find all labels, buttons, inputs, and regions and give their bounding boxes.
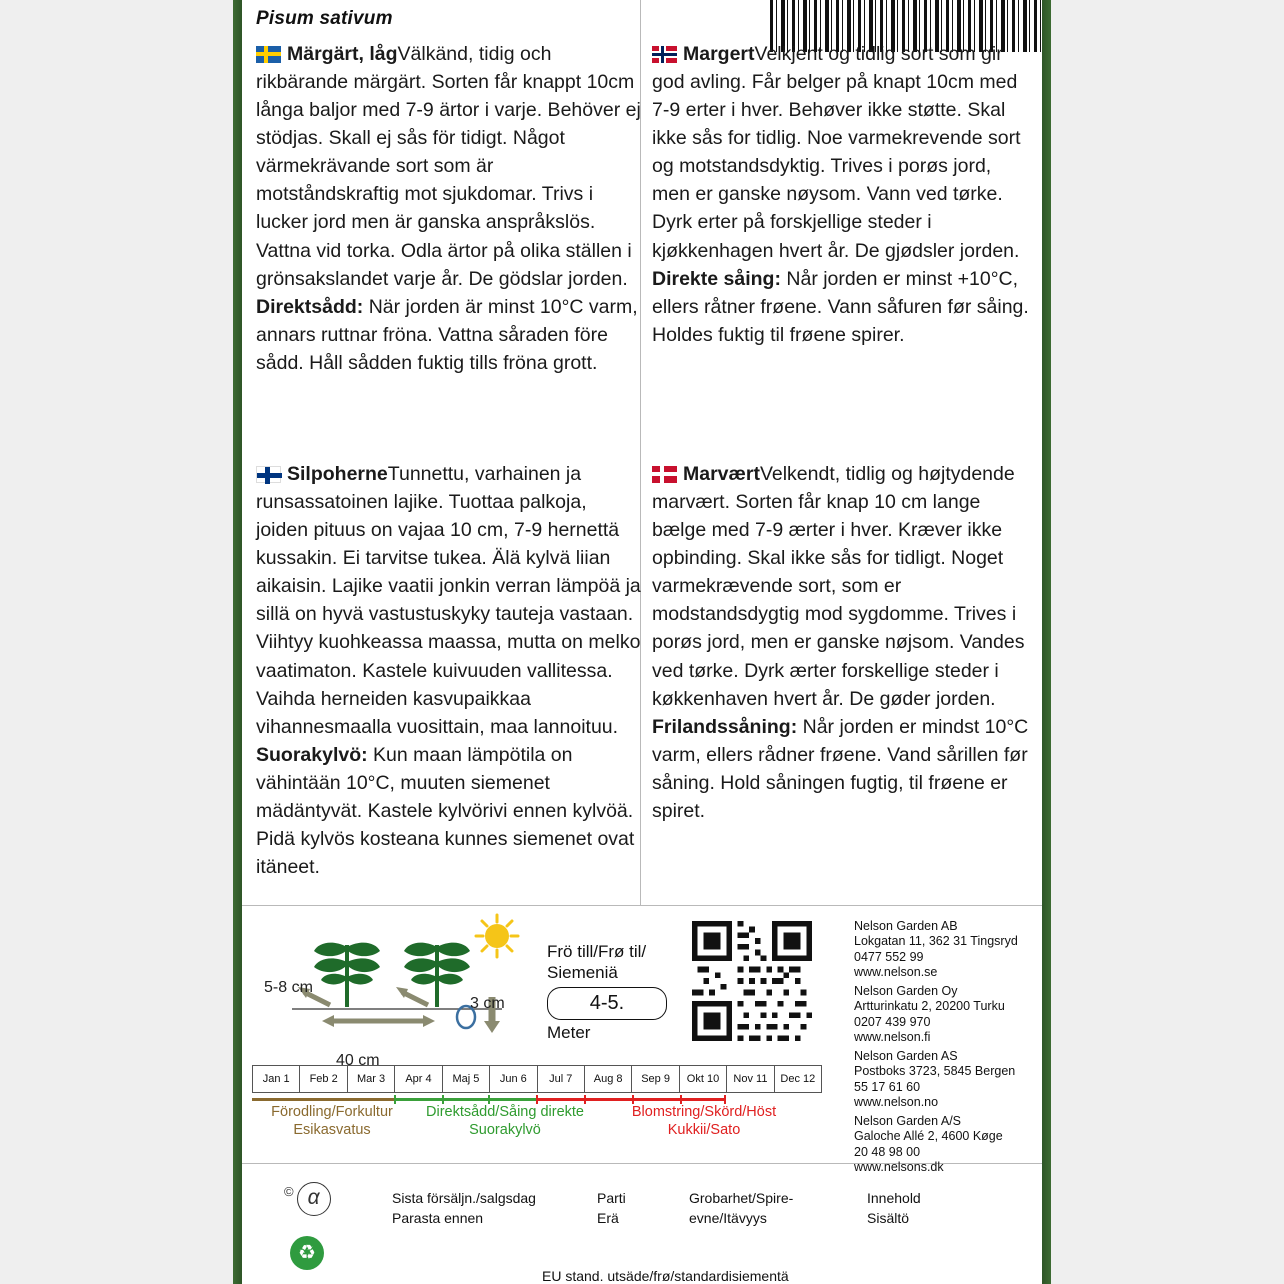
sweden-flag-icon xyxy=(256,46,281,63)
variety-title-swedish: Märgärt, låg xyxy=(287,43,398,65)
description-swedish xyxy=(256,40,641,377)
variety-title-danish: Marvært xyxy=(683,463,760,485)
seed-quantity-amount: 4-5. xyxy=(547,987,667,1020)
footer-sellby-line2: Parasta ennen xyxy=(392,1210,484,1227)
description-text-finnish: Tunnettu, varhainen ja runsassatoinen lajike. Tuottaa palkoja, joiden pituus on vajaa 10 cm, 7-9 hernettä kussakin. Ei tarvitse tukea. Älä kylvä liian aikaisin. Lajike vaatii jonkin verran lämpöä ja sillä on hyvä vastustuskyky tauteja vastaan. Viihtyy kuohkeassa maassa, mutta on melko vaatimaton. Kastele kuivuuden vallitessa. Vaihda herneiden kasvupaikkaa vihannesmaalla vuosittain, maa lannoituu. xyxy=(256,463,641,738)
footer-column-content xyxy=(867,1188,921,1229)
row-distance-label: 40 cm xyxy=(336,1052,380,1069)
month-cell: Sep 9 xyxy=(632,1066,679,1092)
recycle-icon: ♻ xyxy=(290,1236,324,1270)
month-cell: Nov 11 xyxy=(727,1066,774,1092)
sowing-label-swedish: Direktsådd: xyxy=(256,295,364,318)
footer-panel xyxy=(242,1164,1042,1284)
alpha-symbol: α xyxy=(297,1182,331,1216)
company-1-web: www.nelson.fi xyxy=(854,1029,931,1044)
company-3-phone: 20 48 98 00 xyxy=(854,1144,921,1159)
company-3-address: Galoche Allé 2, 4600 Køge xyxy=(854,1129,1003,1144)
company-3-web: www.nelsons.dk xyxy=(854,1159,944,1174)
legend-harvest xyxy=(604,1103,804,1139)
month-cell: Maj 5 xyxy=(443,1066,490,1092)
month-cell: Jan 1 xyxy=(253,1066,300,1092)
footer-batch-line1: Parti xyxy=(597,1190,626,1206)
precultivation-bar xyxy=(252,1098,394,1101)
company-1 xyxy=(854,984,1044,1045)
latin-name: Pisum sativum xyxy=(256,8,393,29)
qr-code[interactable] xyxy=(692,921,812,1041)
company-2-name: Nelson Garden AS xyxy=(854,1049,958,1063)
month-cell: Mar 3 xyxy=(348,1066,395,1092)
seed-quantity-line2: Siemeniä xyxy=(547,963,618,983)
description-danish xyxy=(652,460,1032,825)
description-norwegian xyxy=(652,40,1032,349)
calendar-legend xyxy=(252,1103,827,1151)
company-1-phone: 0207 439 970 xyxy=(854,1014,931,1029)
legend-harvest-line2: Kukkii/Sato xyxy=(667,1122,741,1139)
seed-quantity-unit: Meter xyxy=(547,1022,591,1042)
seed-packet-back xyxy=(242,0,1042,1284)
month-cell: Feb 2 xyxy=(300,1066,347,1092)
description-text-swedish: Välkänd, tidig och rikbärande märgärt. Sorten får knappt 10cm långa baljor med 7-9 ärtor i varje. Behöver ej stödjas. Skall ej sås för tidigt. Något värmekrävande sort som är motståndskraftig mot sjukdomar. Trivs i lucker jord men är ganska anspråkslös. Vattna vid torka. Odla ärtor på olika ställen i grönsakslandet varje år. De gödslar jorden. xyxy=(256,43,641,290)
sowing-label-danish: Frilandssåning: xyxy=(652,715,798,738)
month-cell: Apr 4 xyxy=(395,1066,442,1092)
footer-batch-line2: Erä xyxy=(597,1210,619,1227)
sowing-text-danish: Når jorden er mindst 10°C varm, ellers rådner frøene. Vand sårillen før såning. Hold såningen fugtig, til frøene er spiret. xyxy=(652,715,1029,822)
footer-column-sell-by xyxy=(392,1188,536,1229)
description-finnish xyxy=(256,460,641,881)
depth-label: 5-8 cm xyxy=(264,979,313,996)
company-2-address: Postboks 3723, 5845 Bergen xyxy=(854,1064,1016,1079)
sowing-text-norwegian: Når jorden er minst +10°C, ellers råtner frøene. Vann såfuren før såing. Holdes fuktig til frøene spirer. xyxy=(652,267,1029,346)
month-cell: Dec 12 xyxy=(780,1073,816,1085)
company-addresses xyxy=(854,919,1044,1179)
month-cell: Aug 8 xyxy=(585,1066,632,1092)
harvest-bar xyxy=(536,1098,726,1101)
legend-direct-sowing xyxy=(410,1103,600,1139)
seed-quantity-box xyxy=(547,941,677,1043)
bottom-info-panel xyxy=(242,905,1042,1174)
footer-germination-line1: Grobarhet/Spire- xyxy=(689,1190,794,1206)
company-2-web: www.nelson.no xyxy=(854,1094,939,1109)
footer-content-line2: Sisältö xyxy=(867,1210,910,1227)
company-0 xyxy=(854,919,1044,980)
legend-precultivation-line1: Förodling/Forkultur xyxy=(271,1104,393,1120)
company-0-name: Nelson Garden AB xyxy=(854,919,958,933)
sowing-label-finnish: Suorakylvö: xyxy=(256,743,368,766)
variety-title-finnish: Silpoherne xyxy=(287,463,388,485)
footer-sellby-line1: Sista försäljn./salgsdag xyxy=(392,1190,536,1206)
company-0-address: Lokgatan 11, 362 31 Tingsryd xyxy=(854,934,1018,949)
legend-precultivation-line2: Esikasvatus xyxy=(293,1122,371,1139)
denmark-flag-icon xyxy=(652,466,677,483)
spacing-label: 3 cm xyxy=(470,995,505,1012)
description-text-norwegian: Velkjent og tidlig sort som gir god avling. Får belger på knapt 10cm med 7-9 erter i hver. Behøver ikke støtte. Skal ikke sås for tidlig. Noe varmekrevende sort og motstandsdyktig. Trives i porøs jord, men er ganske nøysom. Vann ved tørke. Dyrk erter på forskjellige steder i kjøkkenhagen hvert år. De gjødsler jorden. xyxy=(652,43,1021,262)
sowing-label-norwegian: Direkte såing: xyxy=(652,267,781,290)
legend-direct-sowing-line1: Direktsådd/Såing direkte xyxy=(426,1104,584,1120)
sowing-text-swedish: När jorden är minst 10°C varm, annars ruttnar fröna. Vattna såraden före sådd. Håll sådden fuktig tills fröna grott. xyxy=(256,295,638,374)
footer-column-germination xyxy=(689,1188,793,1229)
company-0-phone: 0477 552 99 xyxy=(854,949,924,964)
eu-standard-text: EU stand. utsäde/frø/standardisiementä xyxy=(542,1268,789,1284)
legend-precultivation xyxy=(252,1103,412,1139)
company-0-web: www.nelson.se xyxy=(854,964,938,979)
company-3-name: Nelson Garden A/S xyxy=(854,1114,962,1128)
seed-quantity-line1: Frö till/Frø til/ xyxy=(547,942,647,961)
company-2 xyxy=(854,1049,1044,1110)
sowing-text-finnish: Kun maan lämpötila on vähintään 10°C, muuten siemenet mädäntyvät. Kastele kylvörivi ennen kylvöä. Pidä kylvös kosteana kunnes siemenet ovat itäneet. xyxy=(256,743,635,879)
direct-sowing-bar xyxy=(394,1098,536,1101)
legend-direct-sowing-line2: Suorakylvö xyxy=(469,1122,541,1139)
company-2-phone: 55 17 61 60 xyxy=(854,1079,921,1094)
company-1-address: Artturinkatu 2, 20200 Turku xyxy=(854,999,1005,1014)
description-text-danish: Velkendt, tidlig og højtydende marvært. Sorten får knap 10 cm lange bælge med 7-9 ærter i hver. Kræver ikke opbinding. Skal ikke sås for tidligt. Noget varmekrævende sort, som er modstandsdygtig mod sygdomme. Trives i porøs jord, men er ganske nøjsom. Vandes ved tørke. Dyrk ærter forskellige steder i køkkenhaven hvert år. De gøder jorden. xyxy=(652,463,1025,710)
company-1-name: Nelson Garden Oy xyxy=(854,984,958,998)
legend-harvest-line1: Blomstring/Skörd/Höst xyxy=(631,1104,777,1120)
copyright-icon: © xyxy=(284,1184,294,1199)
footer-column-batch xyxy=(597,1188,626,1229)
footer-content-line1: Innehold xyxy=(867,1190,921,1206)
sun-icon xyxy=(474,913,520,959)
month-cell: Jul 7 xyxy=(538,1066,585,1092)
packet-left-edge xyxy=(233,0,242,1284)
month-cell: Jun 6 xyxy=(490,1066,537,1092)
month-cell: Okt 10 xyxy=(680,1066,727,1092)
finland-flag-icon xyxy=(256,466,281,483)
alpha-mark xyxy=(284,1182,331,1216)
footer-germination-line2: evne/Itävyys xyxy=(689,1210,767,1227)
month-calendar xyxy=(252,1065,822,1093)
variety-title-norwegian: Margert xyxy=(683,43,755,65)
norway-flag-icon xyxy=(652,46,677,63)
